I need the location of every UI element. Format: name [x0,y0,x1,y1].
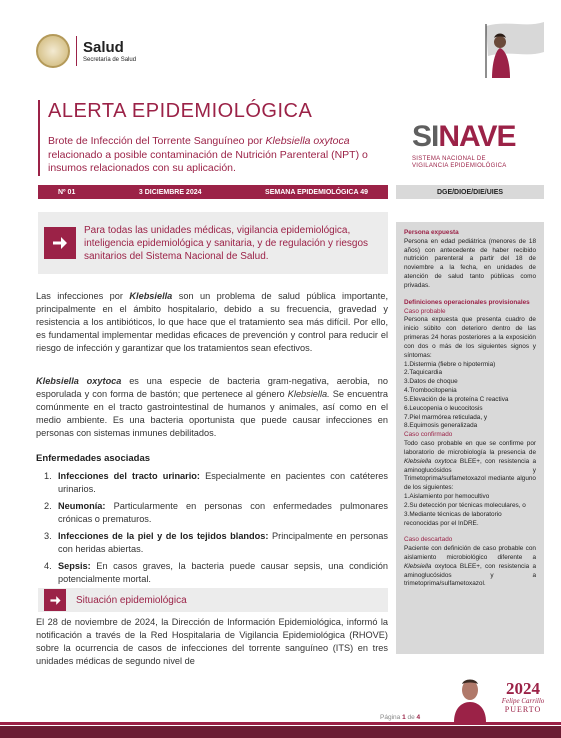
sb-p4b: Klebsiella [404,562,432,570]
p1-b: Klebsiella [129,291,173,301]
diseases-heading: Enfermedades asociadas [36,453,151,464]
sb-sign-item: 5.Elevación de la proteína C reactiva [404,395,509,403]
sb-confirmed-text [404,440,536,493]
intro-paragraph [36,290,388,355]
page-label: Página [380,714,401,721]
list-lead: Infecciones del tracto urinario: [58,471,200,481]
audience-callout [38,212,388,274]
list-lead: Infecciones de la piel y de los tejidos blandos: [58,531,269,542]
sb-exposed-text: Persona en edad pediátrica (menores de 18 años) con antecedente de haber recibido nutrición parenteral a partir del 18 de noviembre a la fecha, en unidades de atención de salud tanto públicas como privadas. [404,237,536,289]
arrow-right-icon [44,227,76,259]
list-lead: Neumonía: [58,501,106,512]
p2-c: Klebsiella. [287,389,330,400]
salud-logo [36,34,136,68]
list-desc: En casos graves, la bacteria puede causar sepsis, una condición potencialmente mortal. [58,561,388,585]
list-desc: Especialmente en pacientes con catéteres urinarios. [58,471,388,495]
sinave-logo [412,120,542,170]
page-subtitle [48,135,388,176]
page-sep: de [407,714,415,721]
arrow-right-icon [44,589,66,611]
sb-p4c: oxytoca BLEE+, con resistencia a aminoglucósidos y a trimetoprima/sulfametoxazol. [404,562,536,588]
subtitle-pre: Brote de Infección del Torrente Sanguíneo por [48,135,266,147]
list-num: 2. [44,501,52,512]
sb-sub-discarded: Caso descartado [404,536,453,544]
list-item [44,470,388,496]
sb-sign-item: 3.Datos de choque [404,378,458,386]
alert-week: SEMANA EPIDEMIOLÓGICA 49 [265,188,368,196]
salud-label: Salud [83,38,124,56]
page-current: 1 [402,714,406,721]
sb-spacer [404,291,536,299]
sb-sub-probable: Caso probable [404,307,446,315]
list-item [44,530,388,556]
sinave-sub2: VIGILANCIA EPIDEMIOLÓGICA [412,163,507,170]
sb-sign-item: 4.Trombocitopenia [404,387,457,395]
sb-confirm-item: 1.Aislamiento por hemocultivo [404,493,490,501]
footer-bar [0,726,561,738]
sb-sub-confirmed: Caso confirmado [404,431,453,439]
sinave-word-b: NAVE [438,120,516,153]
p1-c: son un problema de salud pública importante, principalmente en el ámbito hospitalario, debido a su frecuencia, gravedad y resistencia a los antibióticos, lo que hace que el tratamiento sea más difícil. Por ello, es fundamental implementar medidas eficaces de prevención y control para reducir el riesgo de infección y garantizar que los tratamientos sean efectivos. [36,291,388,354]
sinave-word-a: SI [412,120,439,153]
sb-p3b: Klebsiella oxytoca [404,457,457,465]
callout-text: Para todas las unidades médicas, vigilancia epidemiológica, inteligencia epidemiológica y sanitaria, y de regulación y riesgos sanitarios del Sistema Nacional de Salud. [84,224,369,262]
title-block [38,100,388,176]
list-item [44,500,388,526]
sinave-wordmark [412,120,542,154]
fcp-puerto: PUERTO [504,705,542,714]
sb-confirm-item: 2.Su detección por técnicas moleculares, o [404,501,526,509]
woman-flag-illustration-icon [456,18,546,78]
situation-paragraph: El 28 de noviembre de 2024, la Dirección de Información Epidemiológica, informó la notificación a través de la Red Hospitalaria de Vigilancia Epidemiológica (RHOVE) sobre la ocurrencia de casos de infecciones del torrente sanguíneo (ITS) en tres unidades médicas de segundo nivel de [36,617,388,667]
salud-wordmark [83,40,136,63]
situation-title: Situación epidemiológica [76,594,187,606]
list-desc: Particularmente en personas con enfermedades pulmonares crónicas o prematuros. [58,501,388,525]
felipe-carrillo-bust-icon [452,676,488,722]
list-item [44,560,388,586]
sb-p4a: Paciente con definición de caso probable con aislamiento microbiológico diferente a [404,545,536,561]
fcp-year: 2024 [506,679,540,698]
sb-confirm-item: 3.Mediante técnicas de laboratorio reconocidas por el InDRE. [404,510,502,527]
sb-sign-item: 2.Taquicardia [404,369,443,377]
p2-b: es una especie de bacteria gram-negativa, aerobia, no esporulada y con forma de bastón; que pertenece al género [36,376,388,400]
felipe-carrillo-logo [494,680,552,714]
subtitle-italic: Klebsiella oxytoca [265,135,350,147]
p2-d: Se encuentra comúnmente en el tracto gastrointestinal de humanos y animales, así como en el medio ambiente. Es una bacteria oportunista que puede causar infecciones en personas con sistemas inmunes debilitados. [36,389,388,439]
sb-p3c: BLEE+, con resistencia a aminoglucósidos y Trimetoprima/sulfametoxazol mediante alguno de los siguientes: [404,457,536,492]
page-title: ALERTA EPIDEMIOLÓGICA [48,100,313,122]
list-num: 1. [44,471,52,481]
sb-heading-exposed: Persona expuesta [404,229,459,236]
sb-sign-item: 6.Leucopenia o leucocitosis [404,404,483,412]
logo-divider [76,36,77,66]
sb-sign-item: 8.Equimosis generalizada [404,422,478,430]
p2-a: Klebsiella oxytoca [36,376,122,386]
sb-heading-definitions: Definiciones operacionales provisionales [404,298,530,306]
secretaria-label: Secretaría de Salud [83,56,137,63]
diseases-list [44,470,388,591]
alert-date: 3 DICIEMBRE 2024 [138,188,202,196]
fcp-name: Felipe Carrillo [501,697,545,705]
sb-discarded-text [404,545,536,589]
page-number [380,714,420,721]
sb-p3a: Todo caso probable en que se confirme por laboratorio de microbiología la presencia de [404,440,536,456]
sinave-subtitle [412,156,542,170]
list-num: 4. [44,561,52,572]
info-bar [38,185,388,199]
info-bar-dept [396,185,544,199]
klebsiella-paragraph [36,375,388,440]
situation-heading [38,588,388,612]
alert-number: Nº 01 [58,188,76,196]
sb-sign-item: 7.Piel marmórea reticulada, y [404,413,488,421]
definitions-sidebar [396,222,544,654]
sinave-sub1: SISTEMA NACIONAL DE [412,156,486,162]
list-text [58,560,388,586]
subtitle-post: relacionado a posible contaminación de Nutrición Parenteral (NPT) o insumos relacionados con su aplicación. [48,148,368,175]
page-total: 4 [416,714,421,721]
list-desc: Principalmente en personas con heridas abiertas. [58,531,388,555]
list-lead: Sepsis: [58,561,91,572]
list-text [58,500,388,526]
mexico-seal-icon [36,34,70,68]
sb-probable-text: Persona expuesta que presenta cuadro de inicio súbito con deterioro dentro de las primeras 24 horas posteriores a la exposición con dos o más de los siguientes signos y síntomas: [404,316,536,359]
p1-a: Las infecciones por [36,291,130,301]
list-text [58,470,388,496]
list-num: 3. [44,531,52,542]
list-text [58,530,388,556]
sb-spacer [404,528,536,536]
sb-sign-item: 1.Distermia (fiebre o hipotermia) [404,360,496,368]
dept-label: DGE/DIOE/DIE/UIES [436,188,504,196]
